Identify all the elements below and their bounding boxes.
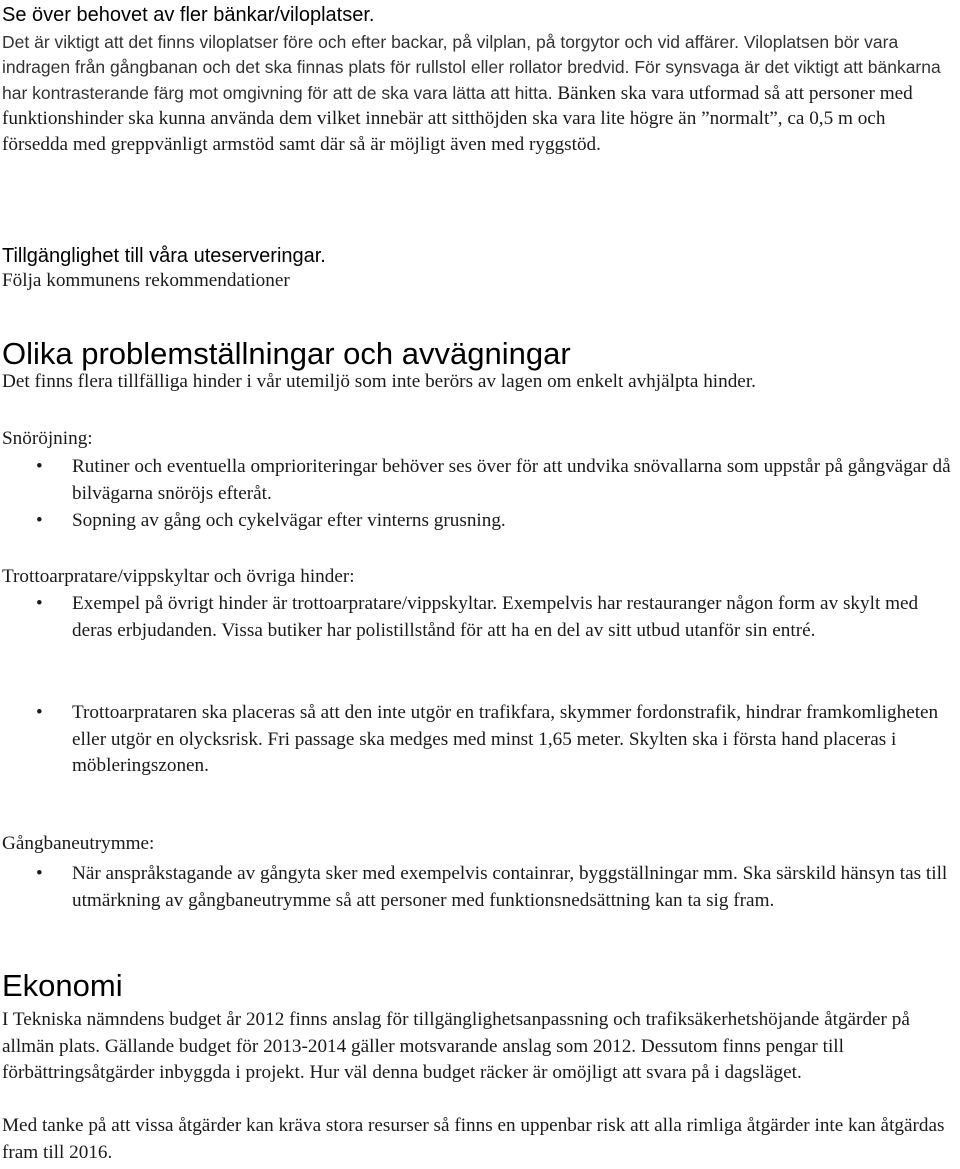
economy-paragraph-2: Med tanke på att vissa åtgärder kan kräva stora resurser så finns en uppenbar risk att alla rimliga åtgärder inte kan åtgärdas fram till 2016.: [2, 1115, 945, 1163]
problems-heading: Olika problemställningar och avvägningar: [2, 336, 571, 371]
bench-paragraph: [2, 30, 956, 157]
signs-label: Trottoarpratare/vippskyltar och övriga hinder:: [2, 566, 355, 587]
bullet-marker: •: [36, 456, 43, 477]
economy-paragraph: I Tekniska nämndens budget år 2012 finns anslag för tillgänglighetsanpassning och trafiksäkerhetshöjande åtgärder på allmän plats. Gällande budget för 2013-2014 gäller motsvarande anslag som 2012. Dessutom finns pengar till förbättringsåtgärder inbyggda i projekt. Hur väl denna budget räcker är omöjligt att svara på i dagsläget.: [2, 1009, 910, 1083]
snow-item-1: Rutiner och eventuella omprioriteringar behöver ses över för att undvika snövallarna som uppstår på gångvägar då bilvägarna snöröjs efteråt.: [72, 456, 951, 504]
walkway-item-1: När anspråkstagande av gångyta sker med exempelvis containrar, byggställningar mm. Ska särskild hänsyn tas till utmärkning av gångbaneutrymme så att personer med funktionsnedsättning kan ta sig fram.: [72, 863, 948, 911]
bench-body-text: Det är viktigt att det finns viloplatser före och efter backar, på vilplan, på torgytor och vid affärer. Viloplatsen bör vara indragen från gångbanan och det ska finnas plats för rullstol eller rollator bredvid. För synsvaga är det viktigt att bänkarna har kontrasterande färg mot omgivning för att de ska vara lätta att hitta.: [2, 32, 941, 103]
walkway-label: Gångbaneutrymme:: [2, 833, 155, 854]
bench-body-continued: Bänken ska vara utformad så att personer med funktionshinder ska kunna använda dem vilket innebär att sitthöjden ska vara lite högre än ”normalt”, ca 0,5 m och försedda med greppvänligt armstöd samt där så är möjligt även med ryggstöd.: [2, 82, 913, 155]
snow-label: Snöröjning:: [2, 428, 93, 449]
bench-heading: Se över behovet av fler bänkar/viloplatser.: [2, 4, 375, 26]
bullet-marker: •: [36, 593, 43, 614]
outdoor-heading: Tillgänglighet till våra uteserveringar.: [2, 245, 326, 267]
problems-intro: Det finns flera tillfälliga hinder i vår utemiljö som inte berörs av lagen om enkelt avhjälpta hinder.: [2, 371, 756, 392]
outdoor-body: Följa kommunens rekommendationer: [2, 270, 290, 291]
economy-heading: Ekonomi: [2, 968, 123, 1003]
snow-item-2: Sopning av gång och cykelvägar efter vinterns grusning.: [72, 510, 506, 531]
bullet-marker: •: [36, 863, 43, 884]
signs-item-1: Exempel på övrigt hinder är trottoarpratare/vippskyltar. Exempelvis har restauranger någon form av skylt med deras erbjudanden. Vissa butiker har polistillstånd för att ha en del av sitt utbud utanför sin entré.: [72, 593, 919, 641]
bullet-marker: •: [36, 510, 43, 531]
signs-item-2: Trottoarprataren ska placeras så att den inte utgör en trafikfara, skymmer fordonstrafik, hindrar framkomligheten eller utgör en olycksrisk. Fri passage ska medges med minst 1,65 meter. Skylten ska i första hand placeras i möbleringszonen.: [72, 702, 939, 776]
bullet-marker: •: [36, 702, 43, 723]
